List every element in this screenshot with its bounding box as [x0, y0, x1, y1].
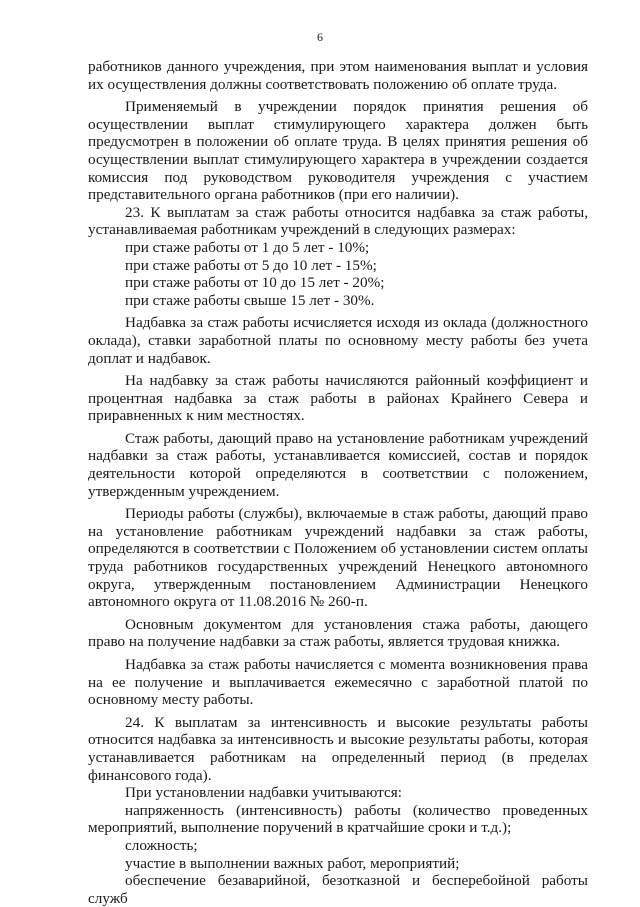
page-number: 6: [317, 30, 323, 44]
paragraph-commission: Стаж работы, дающий право на установление работникам учреждений надбавки за стаж работы, устанавливается комиссией, состав и порядок деятельности которой определяются в соответствии с положением, утвержденным учреждением.: [88, 429, 588, 500]
criterion-complexity: сложность;: [125, 836, 198, 854]
seniority-rate-10-15: при стаже работы от 10 до 15 лет - 20%;: [125, 274, 385, 292]
paragraph-main-document: Основным документом для установления стажа работы, дающего право на получение надбавки за стаж работы, является трудовая книжка.: [88, 615, 588, 651]
criterion-participation: участие в выполнении важных работ, мероприятий;: [125, 854, 460, 872]
document-body: [88, 58, 588, 907]
paragraph-criteria-intro: При установлении надбавки учитываются:: [125, 784, 402, 802]
paragraph-continuation: работников данного учреждения, при этом наименования выплат и условия их осуществления должны соответствовать положению об оплате труда.: [88, 58, 588, 93]
paragraph-stimulus-procedure: Применяемый в учреждении порядок принятия решения об осуществлении выплат стимулирующего характера должен быть предусмотрен в положении об оплате труда. В целях принятия решения об осуществлении выплат стимулирующего характера в учреждении создается комиссия под руководством руководителя учреждения с участием представительного органа работников (при его наличии).: [88, 98, 588, 204]
seniority-rate-over-15: при стаже работы свыше 15 лет - 30%.: [125, 291, 375, 309]
paragraph-calculation-basis: Надбавка за стаж работы исчисляется исходя из оклада (должностного оклада), ставки заработной платы по основному месту работы без учета доплат и надбавок.: [88, 314, 588, 367]
criterion-intensity: напряженность (интенсивность) работы (количество проведенных мероприятий, выполнение поручений в кратчайшие сроки и т.д.);: [88, 801, 588, 837]
seniority-rate-5-10: при стаже работы от 5 до 10 лет - 15%;: [125, 256, 377, 274]
seniority-rate-1-5: при стаже работы от 1 до 5 лет - 10%;: [125, 238, 370, 256]
paragraph-accrual: Надбавка за стаж работы начисляется с момента возникновения права на ее получение и выплачивается ежемесячно с заработной платой по основному месту работы.: [88, 656, 588, 709]
clause-24: 24. К выплатам за интенсивность и высокие результаты работы относится надбавка за интенсивность и высокие результаты работы, которая устанавливается работникам на определенный период (в пределах финансового года).: [88, 713, 588, 784]
paragraph-regional-coefficient: На надбавку за стаж работы начисляются районный коэффициент и процентная надбавка за стаж работы в районах Крайнего Севера и приравненных к ним местностях.: [88, 372, 588, 425]
paragraph-service-periods: Периоды работы (службы), включаемые в стаж работы, дающий право на установление работникам учреждений надбавки за стаж работы, определяются в соответствии с Положением об установлении систем оплаты труда работников государственных учреждений Ненецкого автономного округа, утвержденным постановлением Администрации Ненецкого автономного округа от 11.08.2016 № 260-п.: [88, 505, 588, 611]
clause-23: 23. К выплатам за стаж работы относится надбавка за стаж работы, устанавливаемая работникам учреждений в следующих размерах:: [88, 203, 588, 239]
criterion-reliability: обеспечение безаварийной, безотказной и бесперебойной работы служб: [88, 872, 588, 907]
